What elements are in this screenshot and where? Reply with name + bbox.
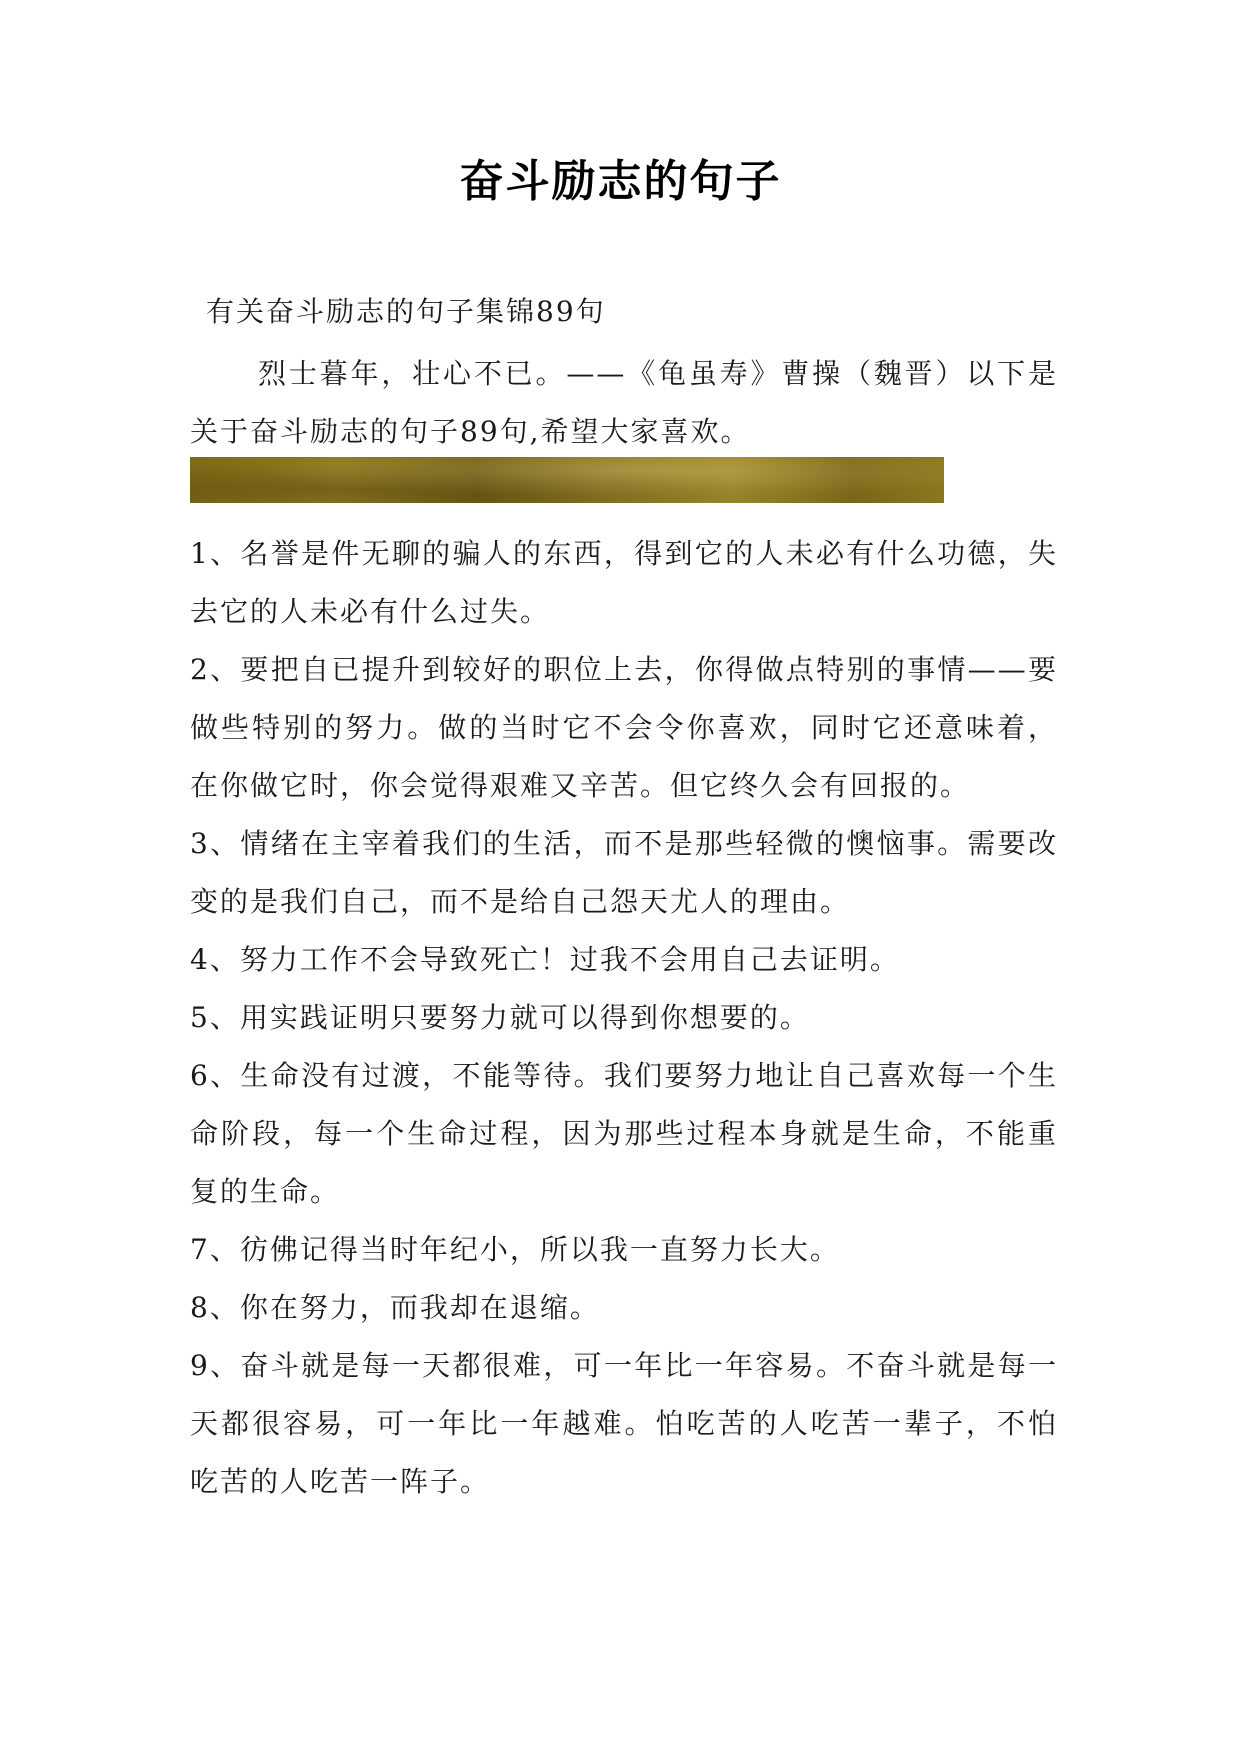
document-subtitle: 有关奋斗励志的句子集锦89句 (206, 295, 606, 328)
intro-paragraph: 烈士暮年，壮心不已。——《龟虽寿》曹操（魏晋）以下是关于奋斗励志的句子89句,希望大家喜欢。 (190, 357, 1058, 448)
list-item: 4、努力工作不会导致死亡！过我不会用自己去证明。 (190, 943, 900, 976)
document-title: 奋斗励志的句子 (459, 156, 782, 207)
banner-image (190, 457, 944, 503)
list-item: 6、生命没有过渡，不能等待。我们要努力地让自己喜欢每一个生命阶段，每一个生命过程，因为那些过程本身就是生命，不能重复的生命。 (190, 1059, 1058, 1208)
list-item: 9、奋斗就是每一天都很难，可一年比一年容易。不奋斗就是每一天都很容易，可一年比一年越难。怕吃苦的人吃苦一辈子，不怕吃苦的人吃苦一阵子。 (190, 1349, 1058, 1498)
list-item: 1、名誉是件无聊的骗人的东西，得到它的人未必有什么功德，失去它的人未必有什么过失。 (190, 537, 1058, 628)
list-item: 7、彷佛记得当时年纪小，所以我一直努力长大。 (190, 1233, 840, 1266)
list-item: 5、用实践证明只要努力就可以得到你想要的。 (190, 1001, 810, 1034)
quote-list (190, 525, 1058, 1511)
list-item: 3、情绪在主宰着我们的生活，而不是那些轻微的懊恼事。需要改变的是我们自己，而不是给自己怨天尤人的理由。 (190, 827, 1058, 918)
list-item: 8、你在努力，而我却在退缩。 (190, 1291, 600, 1324)
list-item: 2、要把自已提升到较好的职位上去，你得做点特别的事情——要做些特别的努力。做的当时它不会令你喜欢，同时它还意味着，在你做它时，你会觉得艰难又辛苦。但它终久会有回报的。 (190, 653, 1058, 802)
